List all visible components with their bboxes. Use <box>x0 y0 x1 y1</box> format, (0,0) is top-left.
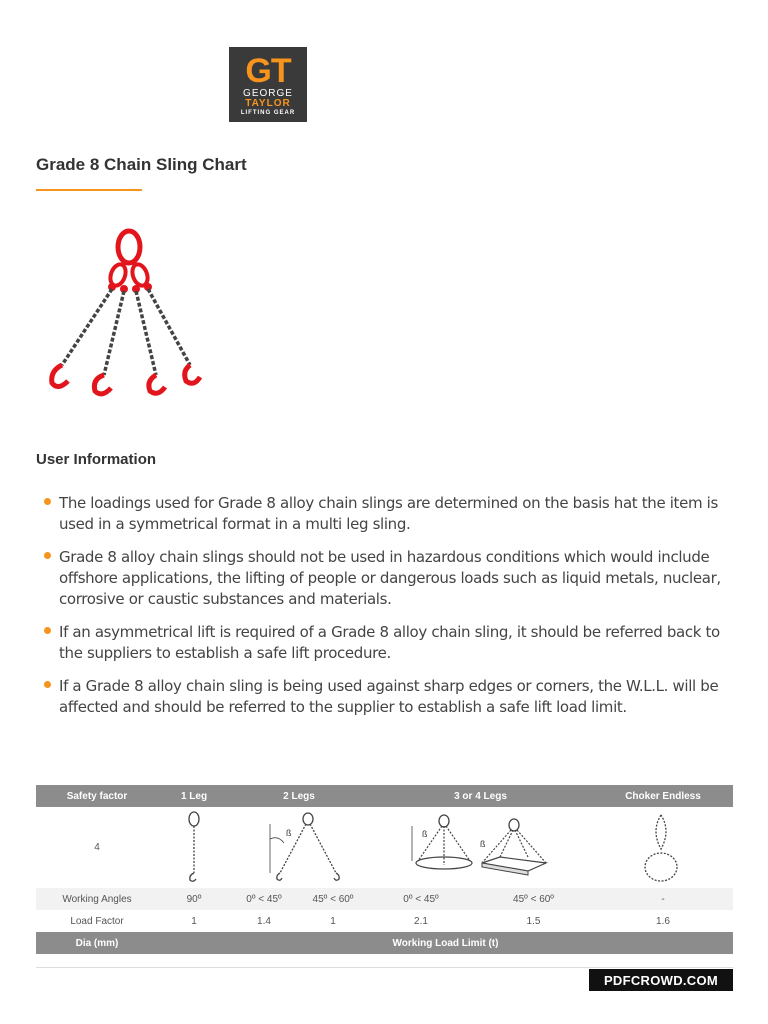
safety-factor-value: 4 <box>94 842 100 853</box>
logo-line-taylor: TAYLOR <box>245 98 291 109</box>
bullet-dot-icon <box>44 552 51 559</box>
header-choker-endless: Choker Endless <box>625 790 701 802</box>
list-item: The loadings used for Grade 8 alloy chain slings are determined on the basis hat the item is used in a symmetrical format in a multi leg sling. <box>44 493 734 535</box>
header-1-leg: 1 Leg <box>180 790 208 802</box>
george-taylor-logo <box>229 47 307 122</box>
table-row-load-factor <box>36 910 733 932</box>
header-2-legs: 2 Legs <box>283 790 315 802</box>
one-leg-sling-diagram <box>184 811 204 885</box>
load-factor-2-legs-b: 1 <box>330 915 336 927</box>
pdfcrowd-badge[interactable]: PDFCROWD.COM <box>589 969 733 991</box>
load-factor-choker: 1.6 <box>656 915 670 927</box>
four-leg-chain-sling-image <box>40 225 220 405</box>
user-information-list <box>44 493 734 730</box>
working-angle-3-4-legs-b: 45º < 60º <box>513 893 554 905</box>
table-bottom-divider <box>36 967 733 968</box>
header-3-or-4-legs: 3 or 4 Legs <box>454 790 507 802</box>
load-factor-label: Load Factor <box>70 915 124 927</box>
user-information-title: User Information <box>36 451 157 468</box>
logo-line-lifting-gear: LIFTING GEAR <box>240 110 296 116</box>
working-angle-2-legs-a: 0º < 45º <box>246 893 282 905</box>
bullet-dot-icon <box>44 681 51 688</box>
header-safety-factor: Safety factor <box>66 790 128 802</box>
dia-mm-header: Dia (mm) <box>75 937 119 949</box>
bullet-dot-icon <box>44 498 51 505</box>
page-title: Grade 8 Chain Sling Chart <box>36 155 247 174</box>
angle-symbol-4legs: ß <box>480 839 486 849</box>
chain-sling-table <box>36 785 733 954</box>
working-angle-3-4-legs-a: 0º < 45º <box>403 893 439 905</box>
logo-line-george: GEORGE <box>243 88 293 99</box>
four-leg-sling-diagram <box>476 817 552 883</box>
load-factor-2-legs-a: 1.4 <box>257 915 271 927</box>
angle-symbol-2legs: ß <box>286 828 292 838</box>
choker-endless-sling-diagram <box>639 809 689 887</box>
list-item: If a Grade 8 alloy chain sling is being used against sharp edges or corners, the W.L.L. will be affected and should be referred to the supplier to establish a safe lift load limit. <box>44 676 734 718</box>
load-factor-3-4-legs-a: 2.1 <box>414 915 428 927</box>
title-underline <box>36 189 142 191</box>
table-footer-row <box>36 932 733 954</box>
working-angle-1-leg: 90º <box>186 893 202 905</box>
working-angle-2-legs-b: 45º < 60º <box>312 893 354 905</box>
angle-symbol-3legs: ß <box>422 829 428 839</box>
table-row-working-angles <box>36 888 733 910</box>
list-item: If an asymmetrical lift is required of a Grade 8 alloy chain sling, it should be referred back to the suppliers to establish a safe lift procedure. <box>44 622 734 664</box>
two-leg-sling-diagram <box>268 811 348 885</box>
working-angles-label: Working Angles <box>62 893 132 905</box>
list-item: Grade 8 alloy chain slings should not be used in hazardous conditions which would include offshore applications, the lifting of people or dangerous loads such as liquid metals, nuclear, corrosive or caustic substances and materials. <box>44 547 734 610</box>
three-leg-sling-diagram <box>408 813 476 883</box>
table-header-row <box>36 785 733 807</box>
working-load-limit-header: Working Load Limit (t) <box>392 937 499 949</box>
bullet-dot-icon <box>44 627 51 634</box>
load-factor-1-leg: 1 <box>191 915 197 927</box>
table-row <box>36 807 733 888</box>
load-factor-3-4-legs-b: 1.5 <box>526 915 541 927</box>
working-angle-choker: - <box>661 893 665 905</box>
logo-mark: GT <box>245 52 291 90</box>
